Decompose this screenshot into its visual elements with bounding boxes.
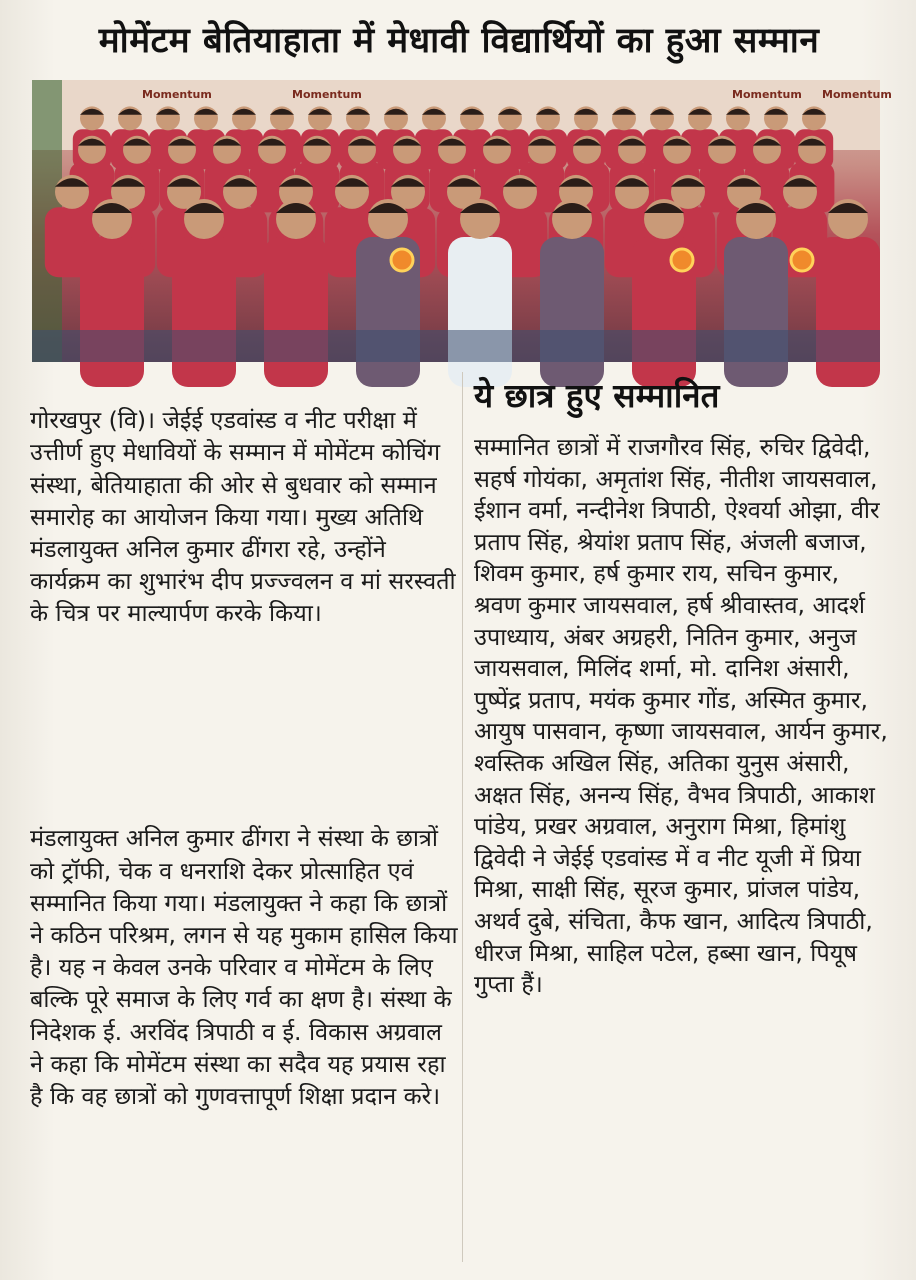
sidebar-body: सम्मानित छात्रों में राजगौरव सिंह, रुचिर द्विवेदी, सहर्ष गोयंका, अमृतांश सिंह, नीतीश जायसवाल, ईशान वर्मा, नन्दीनेश त्रिपाठी, ऐश्वर्या ओझा, वीर प्रताप सिंह, श्रेयांश प्रताप सिंह, अंजली बजाज, शिवम कुमार, हर्ष कुमार राय, सचिन कुमार, श्रवण कुमार जायसवाल, हर्ष श्रीवास्तव, आदर्श उपाध्याय, अंबर अग्रहरी, नितिन कुमार, अनुज जायसवाल, मिलिंद शर्मा, मो. दानिश अंसारी, पुष्पेंद्र प्रताप, मयंक कुमार गोंड, अस्मित कुमार, आयुष पासवान, कृष्णा जायसवाल, आर्यन कुमार, श्वस्तिक अखिल सिंह, अतिका युनुस अंसारी, अक्षत सिंह, अनन्य सिंह, वैभव त्रिपाठी, आकाश पांडेय, प्रखर अग्रवाल, अनुराग मिश्रा, हिमांशु द्विवेदी ने जेईई एडवांस्ड में व नीट यूजी में प्रिया मिश्रा, साक्षी सिंह, सूरज कुमार, प्रांजल पांडेय, अथर्व दुबे, संचिता, कैफ खान, आदित्य त्रिपाठी, धीरज मिश्रा, साहिल पटेल, हब्सा खान, पियूष गुप्ता हैं। xyxy=(474,433,888,999)
column-divider xyxy=(462,372,463,1262)
person-body xyxy=(540,237,604,387)
group-photo-illustration xyxy=(32,80,892,362)
person-body xyxy=(816,237,880,387)
person-body xyxy=(264,237,328,387)
person-body xyxy=(80,237,144,387)
banner-logo-text: Momentum xyxy=(142,88,212,101)
banner-logo-text: Momentum xyxy=(292,88,362,101)
banner-logo-text: Momentum xyxy=(822,88,892,101)
article-paragraph-2: मंडलायुक्त अनिल कुमार ढींगरा ने संस्था के छात्रों को ट्रॉफी, चेक व धनराशि देकर प्रोत्साहित एवं सम्मानित किया गया। मंडलायुक्त ने कहा कि छात्रों ने कठिन परिश्रम, लगन से यह मुकाम हासिल किया है। यह न केवल उनके परिवार व मोमेंटम के लिए बल्कि पूरे समाज के लिए गर्व का क्षण है। संस्था के निदेशक ई. अरविंद त्रिपाठी व ई. विकास अग्रवाल ने कहा कि मोमेंटम संस्था का सदैव यह प्रयास रहा है कि वह छात्रों को गुणवत्तापूर्ण शिक्षा प्रदान करे। xyxy=(30,824,458,1111)
person-body xyxy=(448,237,512,387)
garland-badge xyxy=(391,249,413,271)
person-body xyxy=(724,237,788,387)
article-paragraph-1: गोरखपुर (वि)। जेईई एडवांस्ड व नीट परीक्षा में उत्तीर्ण हुए मेधावियों के सम्मान में मोमेंटम कोचिंग संस्था, बेतियाहाता की ओर से बुधवार को सम्मान समारोह का आयोजन किया गया। मुख्य अतिथि मंडलायुक्त अनिल कुमार ढींगरा रहे, उन्होंने कार्यक्रम का शुभारंभ दीप प्रज्ज्वलन व मां सरस्वती के चित्र पर माल्यार्पण करके किया। xyxy=(30,406,456,628)
group-photo xyxy=(32,80,892,362)
article-body xyxy=(30,372,458,1144)
person-body xyxy=(172,237,236,387)
sidebar-title: ये छात्र हुए सम्मानित xyxy=(474,376,720,415)
photo-floor-shade xyxy=(32,330,880,362)
banner-logo-text: Momentum xyxy=(732,88,802,101)
garland-badge xyxy=(671,249,693,271)
person-hair xyxy=(828,203,868,213)
headline: मोमेंटम बेतियाहाता में मेधावी विद्यार्थियों का हुआ सम्मान xyxy=(98,21,820,61)
garland-badge xyxy=(791,249,813,271)
